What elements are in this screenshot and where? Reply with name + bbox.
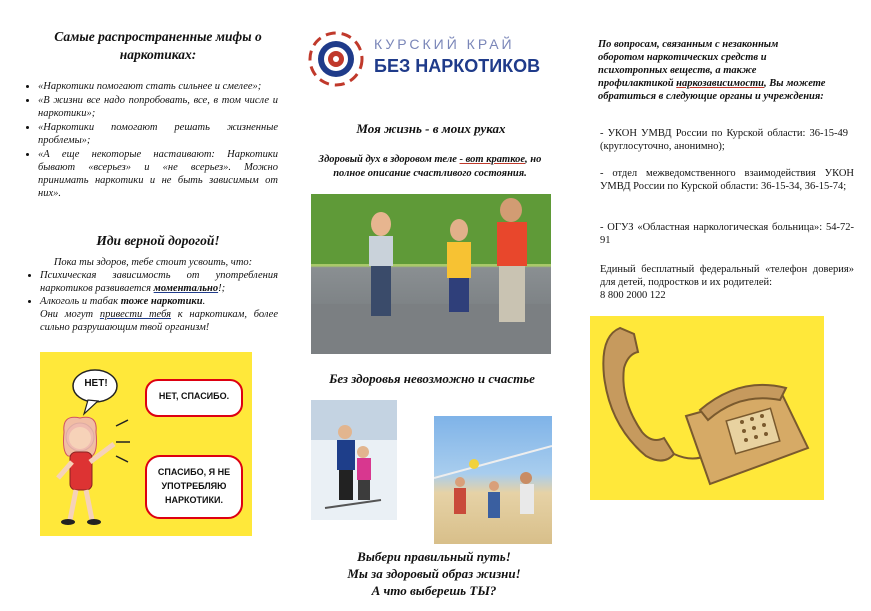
flower-emblem-icon	[304, 28, 368, 90]
myth-item: • «Наркотики помогают решать жизненные проблемы»;	[38, 121, 278, 147]
remember-block	[28, 256, 278, 334]
logo-line2: БЕЗ НАРКОТИКОВ	[374, 56, 541, 76]
sign-top-text: НЕТ, СПАСИБО.	[158, 391, 230, 401]
telephone-icon	[590, 316, 824, 500]
telephone-illustration	[590, 316, 824, 500]
remember-item: • Психическая зависимость от употребления наркотиков развивается моментально!;	[40, 269, 278, 295]
final-call-3: А что выберешь ТЫ?	[371, 583, 497, 598]
myth-item: • «А еще некоторые настаивают: Наркотики бывают «всерьез» и «не всерьез». Можно принимать наркотики и не быть зависимым от них».	[38, 148, 278, 200]
hotline-text: Единый бесплатный федеральный «телефон доверия» для детей, подростков и их родителей:	[600, 264, 854, 288]
logo	[304, 28, 554, 90]
contact-ukon: - УКОН УМВД России по Курской области: 36-15-49 (круглосуточно, анонимно);	[600, 128, 848, 152]
remember-intro: Пока ты здоров, тебе стоит усвоить, что:	[53, 257, 253, 268]
running-family-photo	[311, 194, 551, 354]
final-call-2: Мы за здоровый образ жизни!	[347, 566, 521, 581]
ski-family-photo	[311, 400, 397, 520]
myths-title: Самые распространенные мифы о наркотиках:	[54, 29, 262, 62]
remember-item: • Алкоголь и табак тоже наркотики.	[40, 295, 278, 308]
contact-hospital: - ОГУЗ «Областная наркологическая больница»: 54-72-91	[600, 222, 854, 246]
sign-bottom-text: СПАСИБО, Я НЕ УПОТРЕБЛЯЮ НАРКОТИКИ.	[157, 467, 231, 505]
girl-illustration	[40, 352, 252, 536]
hotline-number: 8 800 2000 122	[600, 290, 666, 301]
logo-line1: КУРСКИЙ КРАЙ	[374, 36, 515, 52]
beach-volleyball-photo	[434, 416, 552, 544]
myths-list	[22, 80, 278, 201]
remember-note: Они могут привести тебя к наркотикам, более сильно разрушающим твой организм!	[40, 309, 278, 333]
contacts-intro: По вопросам, связанным с незаконным оборотом наркотических средств и психотропных веществ, а также профилактикой наркозависимости, Вы можете обратиться в следующие органы и учреждения:	[598, 39, 826, 102]
health-happiness-line: Без здоровья невозможно и счастье	[329, 371, 535, 386]
myth-item: • «Наркотики помогают стать сильнее и смелее»;	[38, 80, 278, 93]
refusal-cartoon	[40, 352, 252, 536]
contact-interagency: - отдел межведомственного взаимодействия УКОН УМВД России по Курской области: 36-15-34, 36-15-74;	[600, 168, 854, 192]
myth-item: • «В жизни все надо попробовать, все, в том числе и наркотики»;	[38, 94, 278, 120]
final-call-1: Выбери правильный путь!	[357, 549, 511, 564]
health-quote: Здоровый дух в здоровом теле - вот краткое, но полное описание счастливого состояния.	[318, 154, 542, 179]
bubble-text: НЕТ!	[84, 378, 108, 389]
motto: Моя жизнь - в моих руках	[356, 121, 506, 136]
right-way-title: Иди верной дорогой!	[96, 233, 220, 248]
